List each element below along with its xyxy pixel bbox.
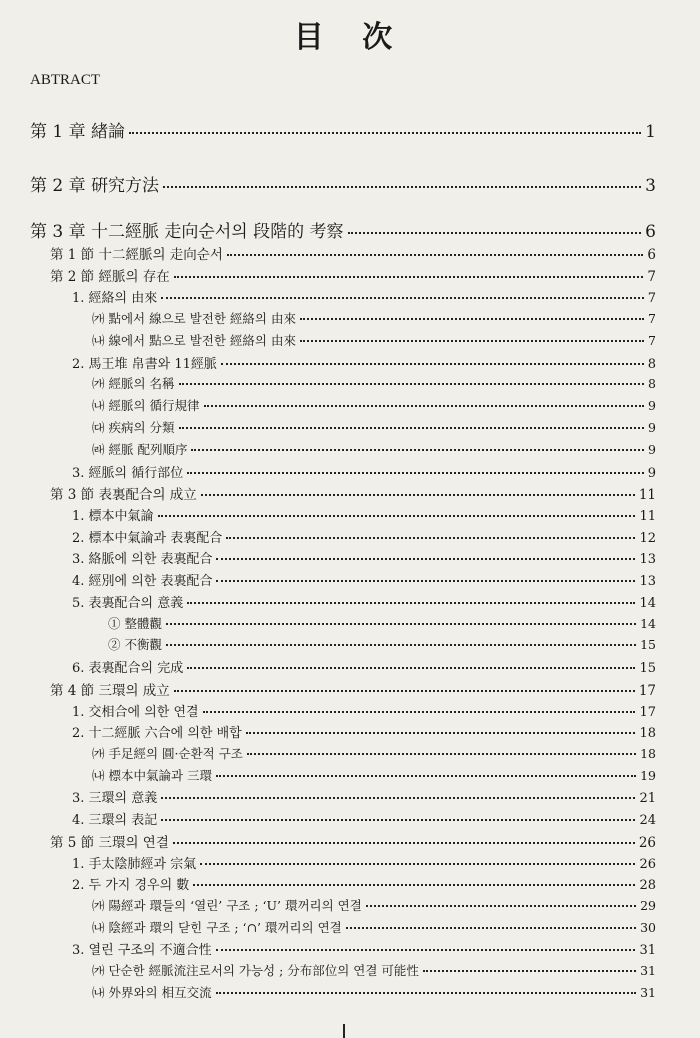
toc-entry-page: 14 [639, 596, 656, 611]
dot-leader [216, 580, 635, 582]
dot-leader [173, 842, 635, 844]
toc-entry [72, 853, 656, 872]
toc-entry [30, 217, 656, 242]
dot-leader [174, 276, 644, 278]
toc-entry [108, 635, 656, 653]
dot-leader [161, 819, 635, 821]
toc-entry-label: 3. 열린 구조의 不適合性 [72, 943, 212, 958]
toc-entry [92, 744, 656, 762]
toc-entry [30, 117, 656, 142]
toc-entry-label: 2. 두 가지 경우의 數 [72, 878, 190, 893]
toc-entry-page: 8 [648, 376, 656, 391]
toc-entry-page: 9 [647, 466, 656, 481]
toc-entry [92, 374, 656, 392]
toc-entry-page: 3 [645, 176, 656, 196]
toc-entry-label: 2. 標本中氣論과 表裏配合 [72, 531, 223, 546]
toc-entry [92, 309, 656, 327]
toc-entry-label: 第 3 章 十二經脈 走向순서의 段階的 考察 [30, 222, 344, 242]
toc-entry-page: 29 [640, 898, 656, 913]
toc-entry-page: 14 [640, 616, 656, 631]
toc-entry-page: 26 [638, 835, 656, 851]
toc-entry [92, 396, 656, 414]
toc-entry [72, 570, 656, 589]
toc-entry-label: 4. 三環의 表記 [72, 813, 158, 828]
toc-entry-page: 15 [640, 637, 656, 652]
dot-leader [348, 232, 642, 234]
toc-entry-page: 18 [640, 746, 656, 761]
toc-entry [72, 462, 656, 481]
toc-entry-label: 第 5 節 三環의 연결 [50, 835, 169, 851]
toc-entry-label: ㈏ 標本中氣論과 三環 [92, 768, 213, 783]
toc-entry [92, 766, 656, 784]
dot-leader [187, 602, 635, 604]
toc-entry [72, 287, 656, 306]
toc-entry-label: 1. 經絡의 由來 [72, 291, 158, 306]
toc-entry [50, 483, 656, 503]
toc-entry [92, 896, 656, 914]
toc-entry [72, 505, 656, 524]
toc-entry-page: 8 [647, 357, 656, 372]
toc-entry [108, 614, 656, 632]
toc-entry [50, 243, 656, 263]
page-number-mark [343, 1024, 345, 1038]
toc-entry-page: 1 [645, 122, 656, 142]
toc-entry-label: 2. 馬王堆 帛書와 11經脈 [72, 357, 217, 372]
toc-entry-page: 9 [648, 420, 656, 435]
toc-entry-page: 17 [639, 705, 656, 720]
toc-entry [50, 679, 656, 699]
toc-entry-page: 12 [639, 531, 656, 546]
dot-leader [200, 863, 635, 865]
toc-entry [92, 418, 656, 436]
toc-entry-page: 19 [640, 768, 656, 783]
toc-entry-page: 6 [647, 247, 656, 263]
toc-entry-page: 9 [648, 442, 656, 457]
dot-leader [216, 949, 636, 951]
dot-leader [246, 732, 636, 734]
toc-entry-page: 7 [647, 291, 656, 306]
toc-entry-page: 7 [647, 269, 656, 285]
toc-entry [92, 983, 656, 1001]
toc-entry-label: ② 不衡觀 [108, 637, 162, 652]
toc-entry-label: ㈏ 外界와의 相互交流 [92, 985, 212, 1000]
toc-entry-label: ① 整體觀 [108, 616, 162, 631]
toc-entry-page: 9 [648, 398, 656, 413]
toc-entry [72, 592, 656, 611]
dot-leader [216, 775, 636, 777]
toc-entry [92, 918, 656, 936]
dot-leader [201, 494, 635, 496]
toc-entry [72, 809, 656, 828]
toc-entry-label: 第 4 節 三環의 成立 [50, 683, 170, 699]
toc-entry [72, 939, 656, 958]
toc-entry-label: 第 2 節 經脈의 存在 [50, 269, 170, 285]
dot-leader [203, 711, 636, 713]
toc-entry-page: 6 [645, 222, 656, 242]
toc-entry-page: 18 [639, 726, 656, 741]
dot-leader [166, 644, 636, 646]
toc-entry-page: 26 [639, 857, 656, 872]
dot-leader [216, 558, 635, 560]
toc-entry [72, 657, 656, 676]
dot-leader [346, 927, 636, 929]
toc-entry [72, 722, 656, 741]
dot-leader [187, 472, 643, 474]
abstract-heading: ABTRACT [30, 72, 101, 88]
toc-entry-page: 31 [639, 943, 656, 958]
toc-entry-page: 31 [640, 985, 656, 1000]
toc-entry-label: 5. 表裏配合의 意義 [72, 596, 184, 611]
toc-entry-page: 13 [639, 574, 656, 589]
dot-leader [216, 992, 636, 994]
toc-entry-label: 第 3 節 表裏配合의 成立 [50, 487, 197, 503]
dot-leader [187, 667, 635, 669]
toc-entry-label: ㈎ 단순한 經脈流注로서의 가능성 ; 分布部位의 연결 可能性 [92, 963, 419, 978]
toc-entry [92, 440, 656, 458]
toc-entry-label: 1. 交相合에 의한 연결 [72, 705, 199, 720]
page-title: 目 次 [293, 20, 407, 55]
toc-entry-page: 7 [648, 311, 656, 326]
dot-leader [129, 132, 641, 134]
toc-entry-page: 17 [638, 683, 656, 699]
dot-leader [161, 297, 643, 299]
toc-entry-label: 3. 絡脈에 의한 表裏配合 [72, 552, 213, 567]
toc-entry-page: 15 [639, 661, 656, 676]
dot-leader [366, 905, 636, 907]
toc-entry [92, 961, 656, 979]
toc-entry-page: 31 [640, 963, 656, 978]
toc-entry-page: 7 [648, 333, 656, 348]
toc-entry [72, 787, 656, 806]
toc-entry-label: ㈎ 點에서 線으로 발전한 經絡의 由來 [92, 311, 296, 326]
dot-leader [191, 449, 644, 451]
toc-entry-page: 21 [639, 791, 656, 806]
toc-entry-label: ㈎ 陽經과 環들의 ‘열린’ 구조 ; ‘U’ 環꺼리의 연결 [92, 898, 362, 913]
dot-leader [166, 623, 636, 625]
toc-entry-page: 13 [639, 552, 656, 567]
toc-entry-label: 1. 手太陰肺經과 宗氣 [72, 857, 197, 872]
toc-entry-label: 第 2 章 硏究方法 [30, 176, 160, 196]
dot-leader [300, 340, 644, 342]
toc-entry-page: 24 [639, 813, 656, 828]
toc-entry-label: 1. 標本中氣論 [72, 509, 154, 524]
toc-entry [50, 831, 656, 851]
toc-entry-label: ㈎ 經脈의 名稱 [92, 376, 175, 391]
dot-leader [174, 690, 635, 692]
toc-entry-label: 3. 三環의 意義 [72, 791, 158, 806]
toc-entry [50, 265, 656, 285]
toc-entry-label: ㈏ 陰經과 環의 닫힌 구조 ; ‘∩’ 環꺼리의 연결 [92, 920, 342, 935]
toc-entry-page: 30 [640, 920, 656, 935]
toc-entry [30, 171, 656, 196]
toc-entry [72, 353, 656, 372]
dot-leader [227, 254, 644, 256]
dot-leader [300, 318, 644, 320]
dot-leader [161, 797, 635, 799]
dot-leader [226, 537, 635, 539]
toc-entry [72, 527, 656, 546]
toc-entry-label: ㈑ 經脈 配列順序 [92, 442, 188, 457]
toc-entry-label: 3. 經脈의 循行部位 [72, 466, 184, 481]
dot-leader [193, 884, 635, 886]
toc-entry-label: 第 1 節 十二經脈의 走向순서 [50, 247, 223, 263]
dot-leader [204, 405, 644, 407]
toc-entry-label: 第 1 章 緖論 [30, 122, 126, 142]
dot-leader [179, 427, 644, 429]
toc-entry-label: 2. 十二經脈 六合에 의한 배합 [72, 726, 242, 741]
toc-entry-label: ㈏ 線에서 點으로 발전한 經絡의 由來 [92, 333, 296, 348]
toc-entry-label: 4. 經別에 의한 表裏配合 [72, 574, 213, 589]
dot-leader [179, 383, 644, 385]
toc-entry [72, 548, 656, 567]
toc-entry-page: 11 [638, 487, 656, 503]
dot-leader [158, 515, 636, 517]
dot-leader [221, 363, 644, 365]
toc-entry [92, 331, 656, 349]
toc-entry-page: 11 [639, 509, 656, 524]
toc-entry [72, 874, 656, 893]
toc-entry [72, 701, 656, 720]
toc-entry-label: ㈐ 疾病의 分類 [92, 420, 175, 435]
dot-leader [247, 753, 636, 755]
dot-leader [163, 186, 641, 188]
toc-entry-label: ㈏ 經脈의 循行規律 [92, 398, 200, 413]
toc-entry-label: ㈎ 手足經의 圓·순환적 구조 [92, 746, 243, 761]
toc-entry-label: 6. 表裏配合의 完成 [72, 661, 184, 676]
toc-entry-page: 28 [639, 878, 656, 893]
dot-leader [423, 970, 636, 972]
